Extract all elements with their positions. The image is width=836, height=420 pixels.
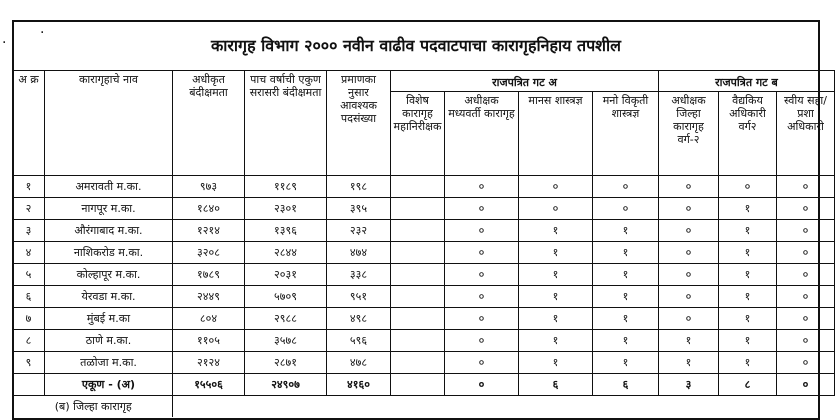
sanctioned-capacity: ११०५: [173, 330, 245, 352]
cell: ०: [593, 176, 659, 198]
cell: ०: [659, 286, 719, 308]
prison-allocation-table: [12, 70, 835, 417]
cell: [391, 264, 445, 286]
cell: ०: [445, 220, 519, 242]
prison-name: येरवडा म.का.: [45, 286, 173, 308]
stray-mark: ·: [2, 35, 7, 51]
cell: [391, 198, 445, 220]
required-posts: ४७४: [327, 242, 391, 264]
required-posts: ५९६: [327, 330, 391, 352]
stray-mark-2: ·: [40, 25, 45, 41]
prison-name: तळोजा म.का.: [45, 352, 173, 374]
cell: १: [519, 264, 593, 286]
serial-number: ९: [13, 352, 45, 374]
cell: १: [593, 264, 659, 286]
cell: [391, 220, 445, 242]
five-year-average: २०३१: [245, 264, 327, 286]
five-year-average: ३५७८: [245, 330, 327, 352]
cell: ०: [445, 242, 519, 264]
cell: १: [659, 352, 719, 374]
table-row: [13, 352, 835, 374]
total-cell: [391, 374, 445, 396]
cell: ०: [777, 242, 835, 264]
cell: १: [593, 330, 659, 352]
cell: १: [719, 220, 777, 242]
header-gazetted-group-a: राजपत्रित गट अ: [391, 71, 659, 92]
sanctioned-capacity: २४४९: [173, 286, 245, 308]
total-cell: ०: [777, 374, 835, 396]
cell: ०: [445, 198, 519, 220]
cell: १: [593, 220, 659, 242]
cell: १: [719, 198, 777, 220]
header-five-year-average: पाच वर्षाची एकुण सरासरी बंदीक्षमता: [245, 71, 327, 176]
total-cell: ८: [719, 374, 777, 396]
cell: [391, 352, 445, 374]
required-posts: ३९५: [327, 198, 391, 220]
required-posts: ९५१: [327, 286, 391, 308]
cell: ०: [519, 198, 593, 220]
prison-name: ठाणे म.का.: [45, 330, 173, 352]
total-cell: ३: [659, 374, 719, 396]
cell: ०: [445, 352, 519, 374]
cell: ०: [659, 308, 719, 330]
required-posts: ४९८: [327, 308, 391, 330]
cell: १: [593, 352, 659, 374]
header-serial: अ क्र: [13, 71, 45, 176]
sanctioned-capacity: ९७३: [173, 176, 245, 198]
five-year-average: २९८८: [245, 308, 327, 330]
total-label: एकूण - (अ): [45, 374, 173, 396]
serial-number: ५: [13, 264, 45, 286]
header-sanctioned-capacity: अधीकृत बंदीक्षमता: [173, 71, 245, 176]
cell: ०: [777, 264, 835, 286]
sanctioned-capacity: १८४०: [173, 198, 245, 220]
total-required: ४१६०: [327, 374, 391, 396]
sanctioned-capacity: ३२०८: [173, 242, 245, 264]
five-year-average: १३९६: [245, 220, 327, 242]
serial-number: १: [13, 176, 45, 198]
cell: ०: [593, 198, 659, 220]
header-special-inspector-general: विशेष कारागृह महानिरीक्षक: [391, 92, 445, 176]
five-year-average: २३०१: [245, 198, 327, 220]
prison-name: औरंगाबाद म.का.: [45, 220, 173, 242]
cell: ०: [777, 220, 835, 242]
prison-name: अमरावती म.का.: [45, 176, 173, 198]
header-psychologist: मानस शास्त्रज्ञ: [519, 92, 593, 176]
table-row: [13, 308, 835, 330]
cell: १: [593, 308, 659, 330]
total-cell: ६: [519, 374, 593, 396]
cell: १: [659, 330, 719, 352]
cell: [391, 308, 445, 330]
cell: ०: [777, 308, 835, 330]
cell: १: [719, 264, 777, 286]
sanctioned-capacity: २१२४: [173, 352, 245, 374]
total-cell: ०: [445, 374, 519, 396]
cell: १: [519, 286, 593, 308]
five-year-average: ५७०९: [245, 286, 327, 308]
total-capacity: १५५०६: [173, 374, 245, 396]
serial-number: ६: [13, 286, 45, 308]
cell: ०: [659, 264, 719, 286]
cell: ०: [777, 198, 835, 220]
cell: १: [519, 330, 593, 352]
cell: [391, 176, 445, 198]
header-prison-name: कारागृहाचे नाव: [45, 71, 173, 176]
serial-number: ३: [13, 220, 45, 242]
section-row: [13, 396, 835, 418]
total-row: [13, 374, 835, 396]
cell: १: [519, 308, 593, 330]
cell: ०: [519, 176, 593, 198]
cell: १: [719, 308, 777, 330]
five-year-average: २८४४: [245, 242, 327, 264]
header-gazetted-group-b: राजपत्रित गट ब: [659, 71, 835, 92]
five-year-average: ११८९: [245, 176, 327, 198]
cell: ०: [659, 242, 719, 264]
cell: १: [519, 352, 593, 374]
required-posts: ३३८: [327, 264, 391, 286]
table-row: [13, 264, 835, 286]
serial-number: ४: [13, 242, 45, 264]
table-row: [13, 242, 835, 264]
table-row: [13, 176, 835, 198]
cell: ०: [445, 330, 519, 352]
cell: १: [519, 220, 593, 242]
cell: [391, 242, 445, 264]
header-superintendent-district-prison: अधीक्षक जिल्हा कारागृह वर्ग-२: [659, 92, 719, 176]
serial-number: ७: [13, 308, 45, 330]
header-required-posts: प्रमाणका नुसार आवश्यक पदसंख्या: [327, 71, 391, 176]
table-row: [13, 198, 835, 220]
total-average: २४९०७: [245, 374, 327, 396]
header-psychiatrist: मनो विकृती शास्त्रज्ञ: [593, 92, 659, 176]
cell: १: [719, 242, 777, 264]
header-personal-assistant-admin: स्वीय सहा/प्रशा अधिकारी: [777, 92, 835, 176]
page-title: कारागृह विभाग २००० नवीन वाढीव पदवाटपाचा कारागृहनिहाय तपशील: [210, 36, 622, 55]
cell: [391, 286, 445, 308]
cell: १: [719, 286, 777, 308]
cell: ०: [445, 308, 519, 330]
five-year-average: २८७१: [245, 352, 327, 374]
header-superintendent-central-prison: अधीक्षक मध्यवर्ती कारागृह: [445, 92, 519, 176]
cell: ०: [445, 176, 519, 198]
cell: ०: [777, 176, 835, 198]
cell: ०: [719, 176, 777, 198]
cell: १: [719, 352, 777, 374]
cell: [391, 330, 445, 352]
required-posts: १९८: [327, 176, 391, 198]
cell: १: [719, 330, 777, 352]
cell: ०: [659, 198, 719, 220]
cell: ०: [777, 352, 835, 374]
header-medical-officer: वैद्यकिय अधिकारी वर्ग२: [719, 92, 777, 176]
cell: ०: [777, 286, 835, 308]
cell: ०: [777, 330, 835, 352]
sanctioned-capacity: १७८९: [173, 264, 245, 286]
sanctioned-capacity: ८०४: [173, 308, 245, 330]
serial-number: ८: [13, 330, 45, 352]
table-row: [13, 330, 835, 352]
total-cell: ६: [593, 374, 659, 396]
prison-name: कोल्हापूर म.का.: [45, 264, 173, 286]
cell: १: [519, 242, 593, 264]
cell: १: [593, 286, 659, 308]
cell: ०: [445, 286, 519, 308]
cell: ०: [659, 220, 719, 242]
table-row: [13, 286, 835, 308]
prison-name: नाशिकरोड म.का.: [45, 242, 173, 264]
cell: ०: [445, 264, 519, 286]
required-posts: ४७८: [327, 352, 391, 374]
cell: ०: [659, 176, 719, 198]
section-heading: (ब) जिल्हा कारागृह: [13, 396, 173, 418]
sanctioned-capacity: १२१४: [173, 220, 245, 242]
prison-name: नागपूर म.का.: [45, 198, 173, 220]
prison-name: मुंबई म.का: [45, 308, 173, 330]
cell: १: [593, 242, 659, 264]
serial-number: २: [13, 198, 45, 220]
required-posts: २३२: [327, 220, 391, 242]
table-row: [13, 220, 835, 242]
